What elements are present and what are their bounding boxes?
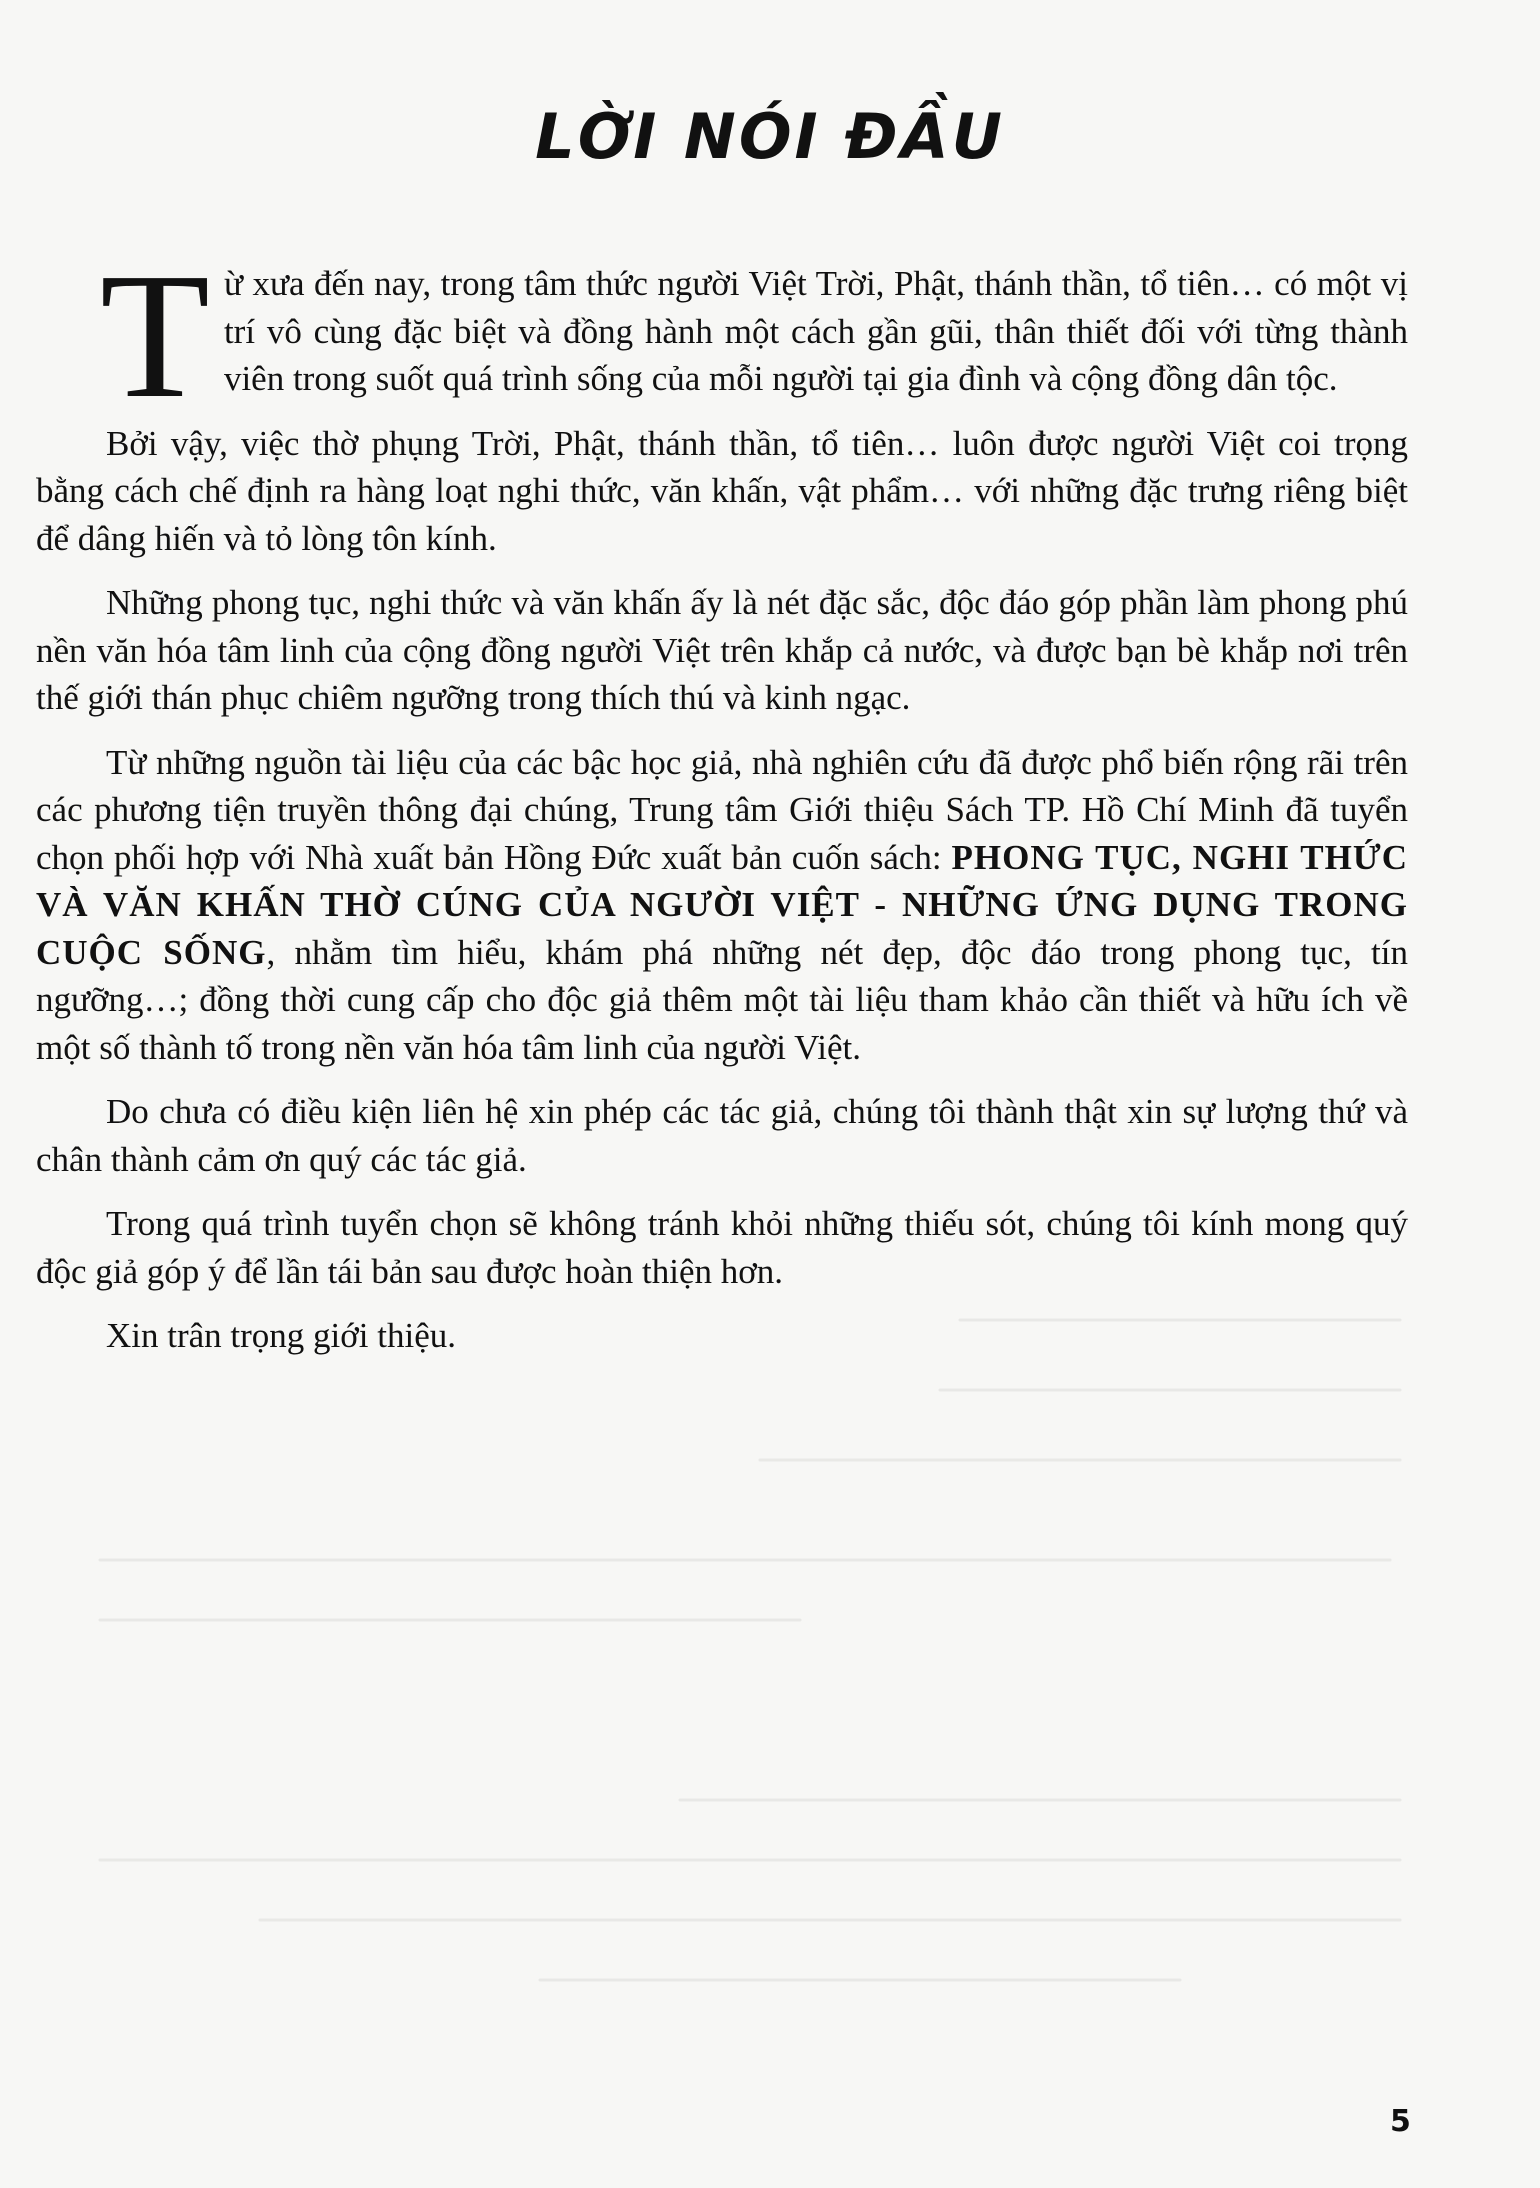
closing-line: Xin trân trọng giới thiệu. [106,1316,456,1355]
paragraph-4 [36,739,1408,1072]
paragraph-1 [36,236,1408,435]
book-title: PHONG TỤC, NGHI THỨC VÀ VĂN KHẤN THỜ CÚNG CỦA NGƯỜI VIỆT - NHỮNG ỨNG DỤNG TRONG CUỘC SỐNG [36,837,1408,972]
page-title: LỜI NÓI ĐẦU [535,100,1005,173]
preface-body [36,236,1408,1360]
paragraph-4-intro: Từ những nguồn tài liệu của các bậc học giả, nhà nghiên cứu đã được phổ biến rộng rãi trên các phương tiện truyền thông đại chúng, Trung tâm Giới thiệu Sách TP. Hồ Chí Minh đã tuyển chọn phối hợp với Nhà xuất bản Hồng Đức xuất bản cuốn sách: [36,742,1408,877]
drop-cap-letter: T [100,236,210,435]
paragraph-6: Trong quá trình tuyển chọn sẽ không tránh khỏi những thiếu sót, chúng tôi kính mong quý độc giả góp ý để lần tái bản sau được hoàn thiện hơn. [36,1204,1408,1291]
paragraph-2: Bởi vậy, việc thờ phụng Trời, Phật, thánh thần, tổ tiên… luôn được người Việt coi trọng bằng cách chế định ra hàng loạt nghi thức, văn khấn, vật phẩm… với những đặc trưng riêng biệt để dâng hiến và tỏ lòng tôn kính. [36,423,1408,558]
page-number: 5 [1390,2104,1411,2139]
paragraph-1-text: ừ xưa đến nay, trong tâm thức người Việt Trời, Phật, thánh thần, tổ tiên… có một vị trí vô cùng đặc biệt và đồng hành một cách gần gũi, thân thiết đối với từng thành viên trong suốt quá trình sống của mỗi người tại gia đình và cộng đồng dân tộc. [223,264,1408,398]
paragraph-3: Những phong tục, nghi thức và văn khấn ấy là nét đặc sắc, độc đáo góp phần làm phong phú nền văn hóa tâm linh của cộng đồng người Việt trên khắp cả nước, và được bạn bè khắp nơi trên thế giới thán phục chiêm ngưỡng trong thích thú và kinh ngạc. [36,583,1408,717]
paragraph-5: Do chưa có điều kiện liên hệ xin phép các tác giả, chúng tôi thành thật xin sự lượng thứ và chân thành cảm ơn quý các tác giả. [36,1092,1408,1179]
bleed-through-texture [60,1280,1460,2040]
paragraph-4-outro: , nhằm tìm hiểu, khám phá những nét đẹp, độc đáo trong phong tục, tín ngưỡng…; đồng thời cung cấp cho độc giả thêm một tài liệu tham khảo cần thiết và hữu ích về một số thành tố trong nền văn hóa tâm linh của người Việt. [36,932,1408,1067]
